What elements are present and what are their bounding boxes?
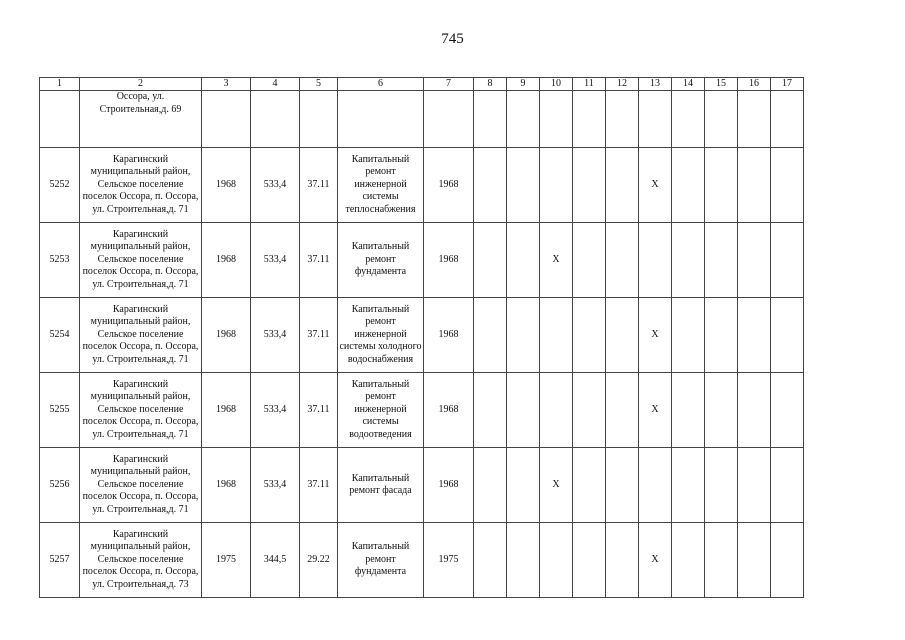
work-type-cell: Капитальный ремонт фасада [338,448,424,523]
table-row [40,373,804,448]
year2-cell: 1975 [424,523,474,598]
work-type-cell: Капитальный ремонт фундамента [338,223,424,298]
area-cell: 533,4 [251,448,300,523]
cell [771,91,804,148]
column-header: 2 [80,78,202,91]
mark-cell-col10: Х [540,223,573,298]
row-number-cell: 5255 [40,373,80,448]
column-header: 1 [40,78,80,91]
cell [705,448,738,523]
cell [738,91,771,148]
mark-cell-col13: Х [639,298,672,373]
year2-cell: 1968 [424,298,474,373]
mark-cell-col13: Х [639,148,672,223]
cell [251,91,300,148]
column-header: 7 [424,78,474,91]
mark-cell-col10 [540,148,573,223]
mark-cell-col13: Х [639,523,672,598]
table-row [40,448,804,523]
column-header: 13 [639,78,672,91]
cell [300,91,338,148]
mark-cell-col13: Х [639,373,672,448]
cell [507,448,540,523]
work-type-cell: Капитальный ремонт инженерной системы теплоснабжения [338,148,424,223]
cell [474,91,507,148]
table-row [40,298,804,373]
column-header: 16 [738,78,771,91]
cell [507,523,540,598]
cell [606,223,639,298]
column-number-row [40,78,804,91]
cell [606,298,639,373]
mark-cell-col10 [540,373,573,448]
cell [507,298,540,373]
page-number: 745 [441,31,464,47]
code-cell: 37.11 [300,148,338,223]
area-cell: 533,4 [251,148,300,223]
cell [573,448,606,523]
cell [705,523,738,598]
code-cell: 29.22 [300,523,338,598]
register-table [39,77,804,598]
cell [771,448,804,523]
cell [424,91,474,148]
row-number-cell: 5257 [40,523,80,598]
cell [672,91,705,148]
year2-cell: 1968 [424,223,474,298]
mark-cell-col10 [540,298,573,373]
cell [507,223,540,298]
cell [771,373,804,448]
cell [639,91,672,148]
cell [338,91,424,148]
year-cell: 1975 [202,523,251,598]
column-header: 4 [251,78,300,91]
cell [474,148,507,223]
row-number-cell: 5254 [40,298,80,373]
cell [540,91,573,148]
code-cell: 37.11 [300,373,338,448]
column-header: 17 [771,78,804,91]
cell [705,91,738,148]
area-cell: 533,4 [251,223,300,298]
code-cell: 37.11 [300,298,338,373]
cell [573,148,606,223]
cell [474,448,507,523]
mark-cell-col13 [639,448,672,523]
cell [672,448,705,523]
column-header: 6 [338,78,424,91]
cell [672,523,705,598]
cell [573,91,606,148]
mark-cell-col10: Х [540,448,573,523]
cell [738,298,771,373]
cell [738,523,771,598]
row-number-cell: 5253 [40,223,80,298]
row-number-cell: 5256 [40,448,80,523]
code-cell: 37.11 [300,448,338,523]
cell [573,298,606,373]
year2-cell: 1968 [424,148,474,223]
column-header: 8 [474,78,507,91]
cell [606,373,639,448]
work-type-cell: Капитальный ремонт фундамента [338,523,424,598]
cell [672,148,705,223]
cell [771,148,804,223]
cell [771,298,804,373]
year-cell: 1968 [202,298,251,373]
address-cell: Карагинский муниципальный район, Сельское поселение поселок Оссора, п. Оссора, ул. Строительная,д. 71 [80,148,202,223]
cell [606,91,639,148]
year-cell: 1968 [202,373,251,448]
cell [738,148,771,223]
column-header: 11 [573,78,606,91]
cell [705,148,738,223]
address-cell: Оссора, ул. Строительная,д. 69 [80,91,202,148]
cell [573,523,606,598]
cell [606,523,639,598]
address-cell: Карагинский муниципальный район, Сельское поселение поселок Оссора, п. Оссора, ул. Строительная,д. 71 [80,373,202,448]
cell [474,373,507,448]
table-row [40,148,804,223]
column-header: 5 [300,78,338,91]
cell [474,298,507,373]
cell [507,148,540,223]
mark-cell-col13 [639,223,672,298]
cell [606,148,639,223]
cell [40,91,80,148]
column-header: 15 [705,78,738,91]
address-cell: Карагинский муниципальный район, Сельское поселение поселок Оссора, п. Оссора, ул. Строительная,д. 71 [80,298,202,373]
year-cell: 1968 [202,448,251,523]
area-cell: 533,4 [251,298,300,373]
cell [705,373,738,448]
work-type-cell: Капитальный ремонт инженерной системы водоотведения [338,373,424,448]
cell [573,223,606,298]
cell [771,523,804,598]
year-cell: 1968 [202,223,251,298]
continuation-row [40,91,804,148]
table-row [40,223,804,298]
cell [705,223,738,298]
cell [672,223,705,298]
area-cell: 533,4 [251,373,300,448]
cell [202,91,251,148]
cell [573,373,606,448]
code-cell: 37.11 [300,223,338,298]
address-cell: Карагинский муниципальный район, Сельское поселение поселок Оссора, п. Оссора, ул. Строительная,д. 73 [80,523,202,598]
table-row [40,523,804,598]
cell [771,223,804,298]
year2-cell: 1968 [424,448,474,523]
cell [606,448,639,523]
row-number-cell: 5252 [40,148,80,223]
address-cell: Карагинский муниципальный район, Сельское поселение поселок Оссора, п. Оссора, ул. Строительная,д. 71 [80,448,202,523]
cell [738,448,771,523]
cell [705,298,738,373]
column-header: 9 [507,78,540,91]
mark-cell-col10 [540,523,573,598]
cell [474,223,507,298]
cell [738,223,771,298]
work-type-cell: Капитальный ремонт инженерной системы холодного водоснабжения [338,298,424,373]
area-cell: 344,5 [251,523,300,598]
column-header: 3 [202,78,251,91]
year-cell: 1968 [202,148,251,223]
cell [672,298,705,373]
year2-cell: 1968 [424,373,474,448]
address-cell: Карагинский муниципальный район, Сельское поселение поселок Оссора, п. Оссора, ул. Строительная,д. 71 [80,223,202,298]
cell [474,523,507,598]
cell [672,373,705,448]
column-header: 10 [540,78,573,91]
cell [738,373,771,448]
cell [507,91,540,148]
column-header: 12 [606,78,639,91]
column-header: 14 [672,78,705,91]
cell [507,373,540,448]
